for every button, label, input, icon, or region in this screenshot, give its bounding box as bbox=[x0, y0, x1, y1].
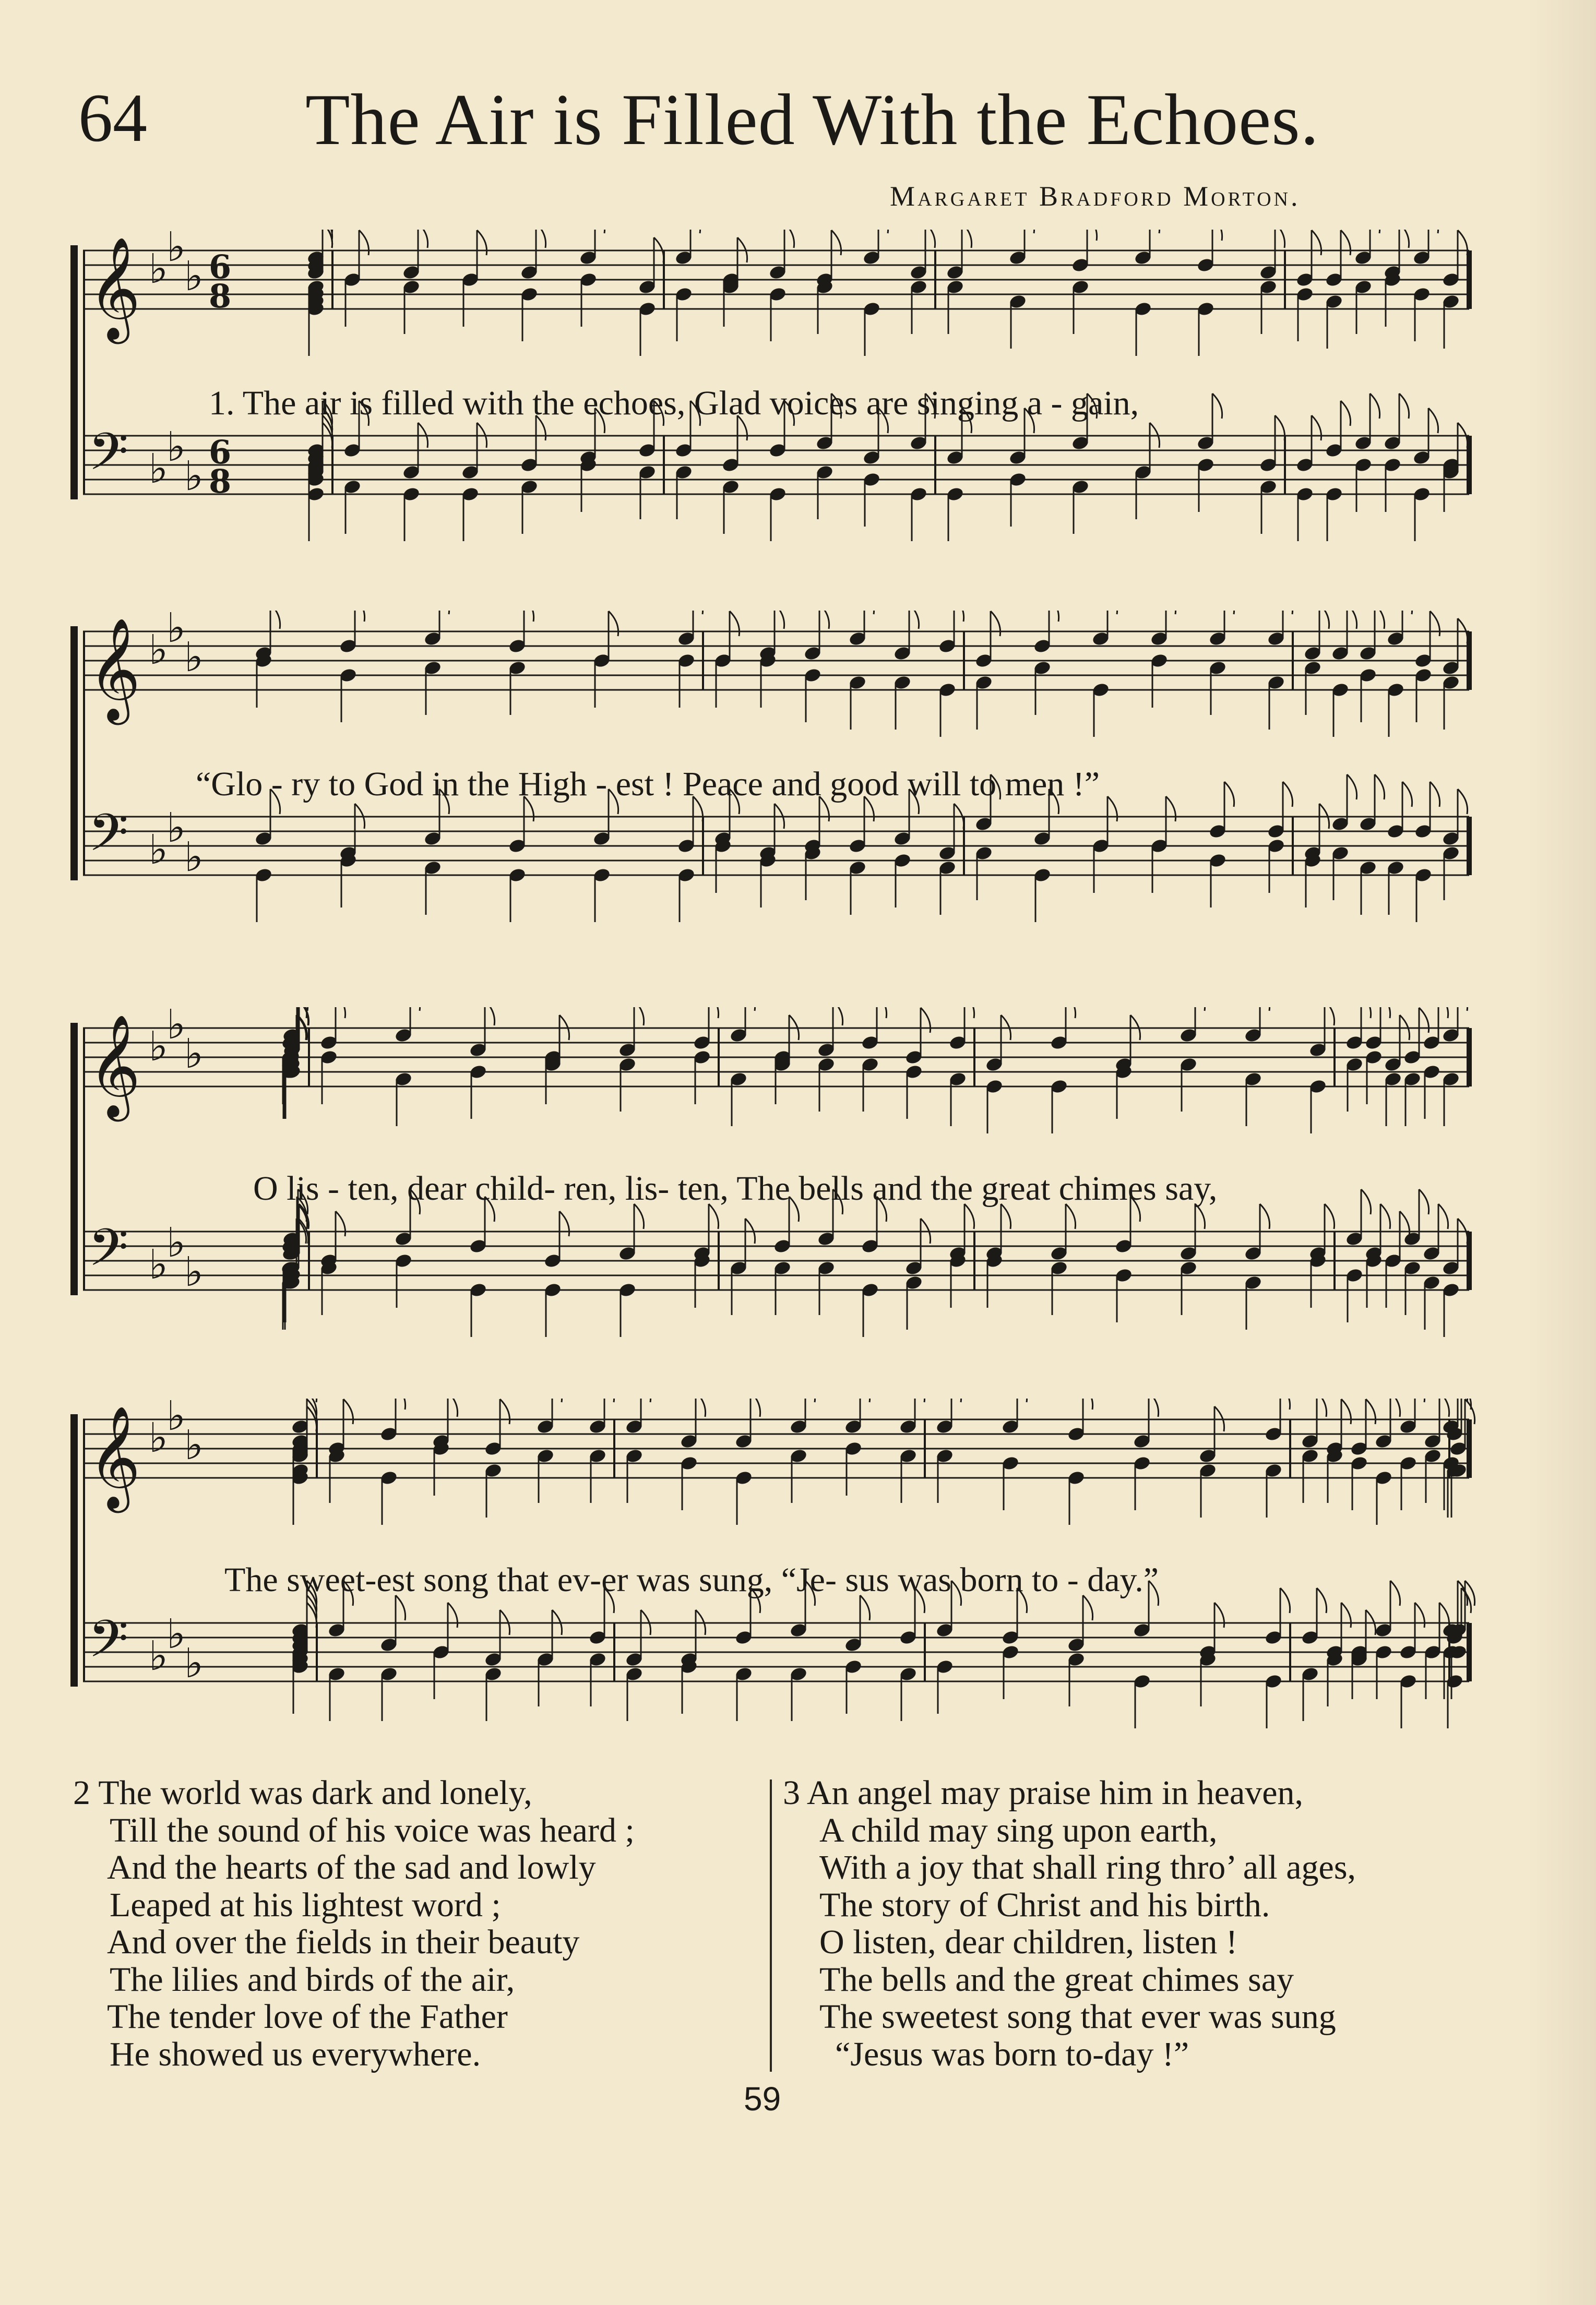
time-signature-bottom: 8 bbox=[209, 277, 232, 316]
note-flag bbox=[1317, 1399, 1327, 1417]
barline bbox=[1467, 1623, 1472, 1681]
note-flag bbox=[609, 611, 618, 636]
note-flag bbox=[1341, 230, 1351, 255]
verse-line: The story of Christ and his birth. bbox=[819, 1885, 1270, 1924]
note-flag bbox=[343, 1399, 353, 1424]
flat-icon: ♭ bbox=[166, 1611, 186, 1658]
note-flag bbox=[448, 1603, 458, 1628]
note-flag bbox=[1195, 1007, 1205, 1011]
note-flag bbox=[1224, 611, 1234, 614]
note-flag bbox=[1150, 230, 1160, 233]
note-flag bbox=[1430, 782, 1440, 807]
note-flag bbox=[962, 230, 972, 248]
system-brace bbox=[70, 1414, 78, 1687]
author-credit: Margaret Bradford Morton. bbox=[890, 181, 1301, 212]
treble-clef-icon: 𝄞 bbox=[88, 1405, 141, 1509]
system-line bbox=[83, 250, 85, 494]
flat-icon: ♭ bbox=[166, 230, 186, 271]
note-flag bbox=[1428, 408, 1438, 433]
note-flag bbox=[784, 230, 794, 248]
verse-line: With a joy that shall ring thro’ all ages, bbox=[819, 1848, 1356, 1886]
time-signature-top: 6 bbox=[209, 248, 232, 286]
note-flag bbox=[1380, 1007, 1390, 1018]
barline bbox=[924, 1623, 926, 1681]
note-flag bbox=[1107, 611, 1117, 614]
note-flag bbox=[1280, 1588, 1290, 1613]
flat-icon: ♭ bbox=[166, 1007, 186, 1048]
note-flag bbox=[1380, 1204, 1390, 1229]
bass-clef-icon: 𝄢 bbox=[88, 803, 129, 876]
note-flag bbox=[805, 1399, 815, 1402]
note-flag bbox=[1428, 230, 1438, 233]
note-flag bbox=[1260, 1007, 1270, 1011]
lyric-line-1: 1. The air is filled with the echoes, Glad voices are singing a - gain, bbox=[209, 384, 1139, 422]
note-flag bbox=[1402, 782, 1412, 807]
note-flag bbox=[1312, 415, 1321, 440]
flat-icon: ♭ bbox=[184, 1422, 204, 1469]
lyric-line-2: “Glo - ry to God in the High - est ! Peace and good will to men !” bbox=[196, 765, 1100, 803]
treble-clef-icon: 𝄞 bbox=[88, 617, 141, 721]
note-flag bbox=[1390, 1581, 1400, 1606]
note-flag bbox=[524, 611, 534, 622]
note-flag bbox=[696, 1399, 706, 1417]
note-flag bbox=[1049, 611, 1059, 622]
barline bbox=[702, 631, 704, 690]
note-flag bbox=[1430, 611, 1440, 636]
note-flag bbox=[1399, 230, 1409, 248]
note-flag bbox=[1399, 393, 1409, 419]
barline bbox=[1289, 1623, 1291, 1681]
barline bbox=[924, 1419, 926, 1478]
note-flag bbox=[1438, 1204, 1448, 1229]
note-flag bbox=[1419, 1189, 1429, 1214]
note-flag bbox=[1370, 393, 1380, 419]
flat-icon: ♭ bbox=[166, 805, 186, 852]
flat-icon: ♭ bbox=[149, 246, 168, 293]
barline bbox=[702, 817, 704, 875]
note-flag bbox=[1166, 611, 1176, 614]
verse-divider bbox=[770, 1779, 772, 2072]
flat-icon: ♭ bbox=[184, 453, 204, 500]
note-flag bbox=[819, 611, 829, 629]
note-flag bbox=[500, 1399, 510, 1424]
verse-line: He showed us everywhere. bbox=[110, 2035, 481, 2073]
barline bbox=[1292, 817, 1294, 875]
treble-clef-icon: 𝄞 bbox=[88, 1014, 141, 1117]
note-flag bbox=[439, 611, 449, 614]
flat-icon: ♭ bbox=[166, 424, 186, 471]
note-flag bbox=[1166, 796, 1176, 821]
verse-line: And over the fields in their beauty bbox=[107, 1923, 580, 1961]
verse-line: 2 The world was dark and lonely, bbox=[73, 1774, 532, 1812]
note-flag bbox=[448, 1399, 458, 1417]
note-flag bbox=[410, 1007, 420, 1011]
note-flag bbox=[730, 611, 740, 636]
barline bbox=[316, 1623, 318, 1681]
music-system-3 bbox=[70, 1007, 1480, 1367]
note-flag bbox=[1458, 789, 1468, 814]
note-flag bbox=[693, 611, 703, 614]
note-flag bbox=[1341, 401, 1351, 426]
verse-line: The lilies and birds of the air, bbox=[110, 1960, 515, 1999]
lyric-line-4: The sweet-est song that ev-er was sung, “Je- sus was born to - day.” bbox=[224, 1561, 1159, 1599]
system-line bbox=[83, 631, 85, 875]
note-flag bbox=[477, 230, 487, 255]
note-flag bbox=[604, 1399, 614, 1402]
note-flag bbox=[1375, 611, 1385, 629]
barline bbox=[934, 250, 936, 309]
flat-icon: ♭ bbox=[184, 634, 204, 681]
note-flag bbox=[1325, 1007, 1335, 1025]
note-flag bbox=[323, 230, 332, 248]
bass-clef-icon: 𝄢 bbox=[88, 1609, 129, 1682]
barline bbox=[1467, 817, 1472, 875]
time-signature-top: 6 bbox=[209, 433, 232, 472]
note-flag bbox=[991, 611, 1001, 636]
barline bbox=[613, 1623, 615, 1681]
flat-icon: ♭ bbox=[184, 1640, 204, 1687]
verse-3 bbox=[783, 1774, 1356, 2073]
note-flag bbox=[1319, 611, 1329, 629]
note-flag bbox=[359, 230, 369, 255]
barline bbox=[1467, 1028, 1472, 1086]
barline bbox=[973, 1232, 975, 1290]
note-flag bbox=[775, 611, 784, 629]
barline bbox=[1333, 1028, 1336, 1086]
note-flag bbox=[709, 1007, 719, 1018]
page-edge-shadow bbox=[1528, 0, 1596, 2305]
system-brace bbox=[70, 245, 78, 499]
note-flag bbox=[1419, 1008, 1429, 1033]
note-flag bbox=[1370, 230, 1380, 233]
music-system-4 bbox=[70, 1399, 1480, 1759]
barline bbox=[963, 631, 965, 690]
note-flag bbox=[925, 230, 935, 248]
note-flag bbox=[864, 611, 874, 614]
lyric-line-3: O lis - ten, dear child- ren, lis- ten, The bells and the great chimes say, bbox=[253, 1169, 1218, 1208]
note-flag bbox=[1149, 1399, 1159, 1417]
flat-icon: ♭ bbox=[184, 253, 204, 300]
note-flag bbox=[1458, 1007, 1468, 1011]
note-flag bbox=[751, 1399, 760, 1417]
note-flag bbox=[1212, 393, 1222, 419]
note-flag bbox=[745, 1007, 755, 1011]
verse-2 bbox=[73, 1774, 635, 2073]
note-flag bbox=[1087, 230, 1097, 241]
bass-clef-icon: 𝄢 bbox=[88, 422, 129, 495]
barline bbox=[718, 1028, 720, 1086]
barline bbox=[1467, 250, 1472, 309]
note-flag bbox=[964, 1007, 974, 1018]
note-flag bbox=[418, 230, 428, 248]
barline bbox=[934, 436, 936, 494]
note-flag bbox=[1224, 782, 1234, 807]
note-flag bbox=[1066, 1007, 1076, 1018]
note-flag bbox=[536, 230, 546, 248]
verse-line: The tender love of the Father bbox=[107, 1998, 508, 2036]
barline bbox=[1467, 1419, 1472, 1478]
note-flag bbox=[634, 1007, 644, 1025]
time-signature-bottom: 8 bbox=[209, 462, 232, 501]
note-flag bbox=[1312, 230, 1321, 255]
treble-clef-icon: 𝄞 bbox=[88, 236, 141, 340]
note-flag bbox=[336, 1211, 346, 1236]
note-flag bbox=[1083, 1399, 1093, 1410]
flat-icon: ♭ bbox=[184, 1249, 204, 1296]
flat-icon: ♭ bbox=[166, 1399, 186, 1440]
note-flag bbox=[915, 1399, 925, 1402]
flat-icon: ♭ bbox=[149, 1633, 168, 1680]
music-system-2 bbox=[70, 611, 1480, 955]
verse-line: Till the sound of his voice was heard ; bbox=[110, 1811, 635, 1849]
flat-icon: ♭ bbox=[149, 1415, 168, 1462]
flat-icon: ♭ bbox=[166, 611, 186, 652]
verse-line: The bells and the great chimes say bbox=[819, 1960, 1294, 1999]
note-flag bbox=[1361, 1189, 1371, 1214]
system-line bbox=[83, 1419, 85, 1681]
note-flag bbox=[860, 1399, 870, 1402]
note-flag bbox=[1341, 1603, 1351, 1628]
note-flag bbox=[1415, 1603, 1425, 1628]
note-flag bbox=[1107, 796, 1117, 821]
flat-icon: ♭ bbox=[184, 1031, 204, 1078]
system-brace bbox=[70, 626, 78, 880]
music-system-1 bbox=[70, 230, 1480, 574]
note-flag bbox=[1214, 1603, 1224, 1628]
flat-icon: ♭ bbox=[184, 834, 204, 881]
note-flag bbox=[1390, 1399, 1400, 1417]
note-flag bbox=[1283, 611, 1293, 614]
note-flag bbox=[1415, 1399, 1425, 1402]
verse-line: The sweetest song that ever was sung bbox=[819, 1998, 1336, 2036]
note-flag bbox=[1347, 611, 1357, 629]
note-flag bbox=[1317, 1588, 1327, 1613]
barline bbox=[1292, 631, 1294, 690]
note-flag bbox=[1458, 1581, 1468, 1606]
note-flag bbox=[323, 230, 332, 248]
note-flag bbox=[1325, 1204, 1335, 1229]
note-flag bbox=[1438, 1007, 1448, 1018]
verse-line: O listen, dear children, listen ! bbox=[819, 1923, 1237, 1961]
barline bbox=[613, 1419, 615, 1478]
note-flag bbox=[831, 230, 841, 255]
note-flag bbox=[1017, 1399, 1027, 1402]
verse-line: And the hearts of the sad and lowly bbox=[107, 1848, 596, 1886]
note-flag bbox=[1375, 774, 1385, 799]
barline bbox=[331, 250, 334, 309]
note-flag bbox=[1402, 611, 1412, 614]
barline bbox=[1284, 250, 1286, 309]
flat-icon: ♭ bbox=[149, 446, 168, 493]
note-flag bbox=[1361, 1007, 1371, 1018]
system-line bbox=[83, 1028, 85, 1290]
verse-line: “Jesus was born to-day !” bbox=[835, 2035, 1189, 2073]
note-flag bbox=[878, 230, 888, 233]
note-flag bbox=[595, 230, 605, 233]
barline bbox=[1289, 1419, 1291, 1478]
note-flag bbox=[954, 611, 964, 622]
bass-clef-icon: 𝄢 bbox=[88, 1218, 129, 1291]
flat-icon: ♭ bbox=[149, 827, 168, 874]
system-brace bbox=[70, 1023, 78, 1295]
flat-icon: ♭ bbox=[149, 1023, 168, 1070]
note-flag bbox=[1025, 230, 1034, 233]
note-flag bbox=[641, 1399, 651, 1402]
note-flag bbox=[1458, 230, 1468, 255]
page-number: 59 bbox=[744, 2080, 781, 2118]
note-flag bbox=[951, 1399, 961, 1402]
note-flag bbox=[921, 1008, 931, 1033]
barline bbox=[973, 1028, 975, 1086]
note-flag bbox=[1439, 1399, 1449, 1417]
note-flag bbox=[1366, 1399, 1376, 1424]
note-flag bbox=[1283, 782, 1293, 807]
flat-icon: ♭ bbox=[149, 1241, 168, 1288]
barline bbox=[663, 436, 665, 494]
hymn-title: The Air is Filled With the Echoes. bbox=[305, 79, 1319, 160]
hymn-number: 64 bbox=[78, 79, 147, 156]
flat-icon: ♭ bbox=[149, 627, 168, 674]
note-flag bbox=[690, 230, 700, 233]
note-flag bbox=[1347, 774, 1357, 799]
note-flag bbox=[552, 1399, 562, 1402]
note-flag bbox=[270, 611, 280, 629]
barline bbox=[718, 1232, 720, 1290]
note-flag bbox=[559, 1211, 569, 1236]
note-flag bbox=[1280, 1399, 1290, 1410]
flat-icon: ♭ bbox=[166, 1220, 186, 1267]
note-flag bbox=[323, 230, 332, 248]
note-flag bbox=[877, 1007, 887, 1018]
barline bbox=[1284, 436, 1286, 494]
barline bbox=[1333, 1232, 1336, 1290]
note-flag bbox=[1341, 1399, 1351, 1424]
note-flag bbox=[355, 611, 365, 622]
note-flag bbox=[336, 1007, 346, 1018]
verse-line: Leaped at his lightest word ; bbox=[110, 1885, 501, 1924]
note-flag bbox=[1275, 230, 1285, 248]
note-flag bbox=[1275, 415, 1285, 440]
note-flag bbox=[396, 1399, 406, 1410]
note-flag bbox=[1400, 1211, 1410, 1236]
verse-line: A child may sing upon earth, bbox=[819, 1811, 1218, 1849]
verse-line: 3 An angel may praise him in heaven, bbox=[783, 1774, 1304, 1812]
barline bbox=[308, 1028, 310, 1086]
note-flag bbox=[1212, 230, 1222, 241]
note-flag bbox=[485, 1007, 495, 1025]
note-flag bbox=[909, 611, 919, 629]
note-flag bbox=[1260, 1204, 1270, 1229]
note-flag bbox=[1439, 1603, 1449, 1628]
note-flag bbox=[833, 1007, 843, 1025]
